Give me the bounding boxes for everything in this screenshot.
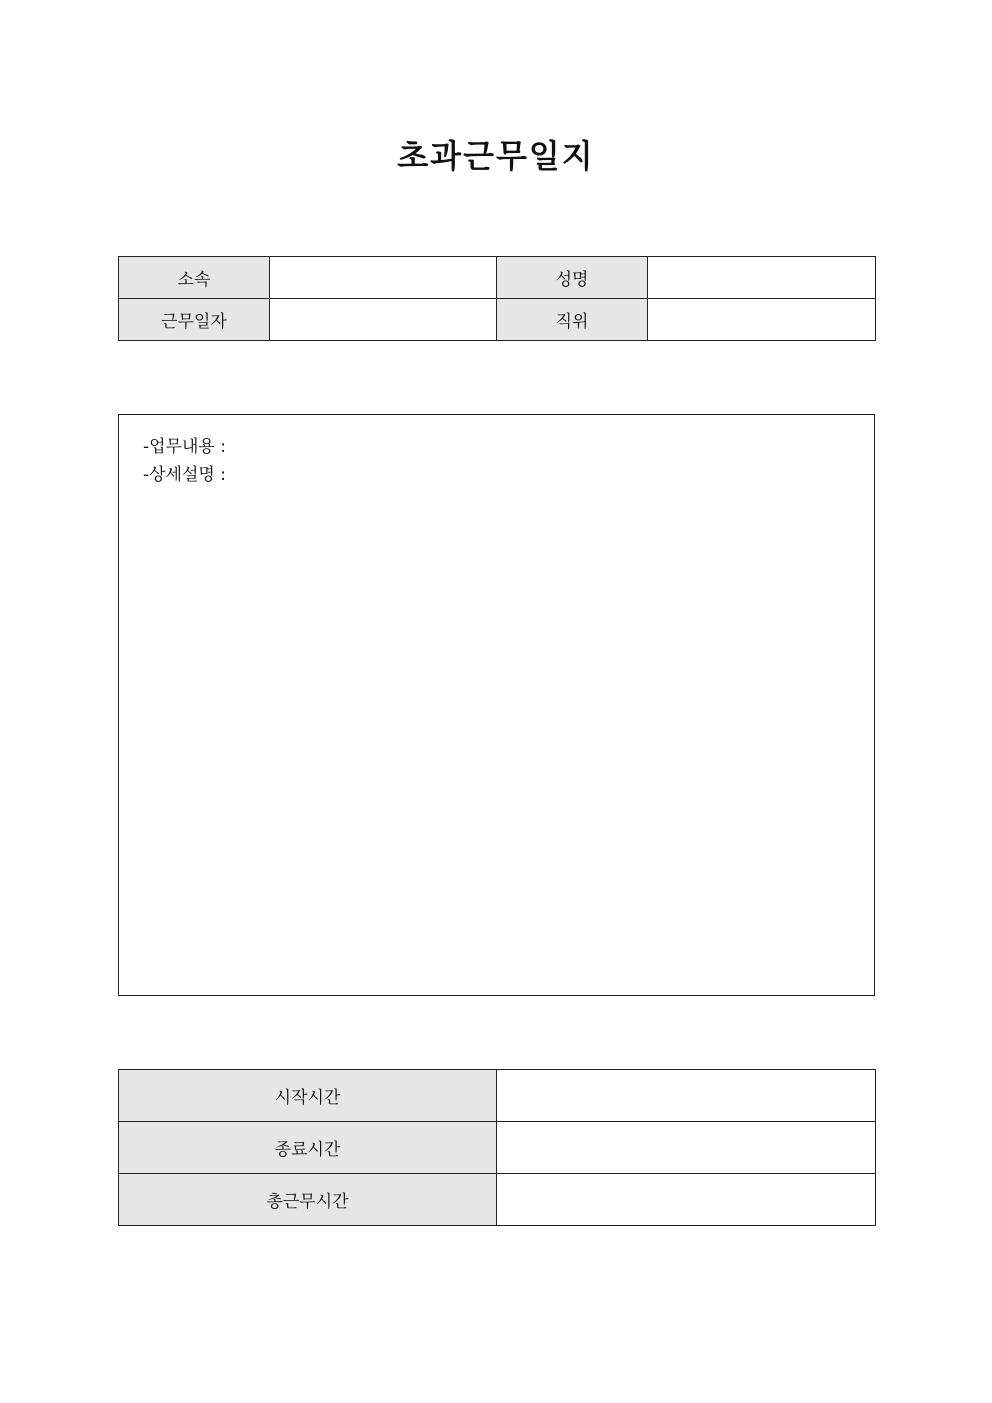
time-table [118,1069,876,1226]
detail-line: -상세설명 : [143,465,226,485]
work-content-area[interactable] [118,414,875,996]
table-row [119,1174,876,1226]
total-time-label: 총근무시간 [119,1174,497,1226]
work-date-field[interactable] [270,299,497,341]
document-title: 초과근무일지 [397,137,595,175]
employee-info-table [118,256,876,341]
position-label: 직위 [497,299,648,341]
position-field[interactable] [648,299,876,341]
table-row [119,257,876,299]
table-row [119,1070,876,1122]
affiliation-label: 소속 [119,257,270,299]
affiliation-field[interactable] [270,257,497,299]
name-field[interactable] [648,257,876,299]
total-time-field[interactable] [497,1174,876,1226]
end-time-field[interactable] [497,1122,876,1174]
start-time-label: 시작시간 [119,1070,497,1122]
work-date-label: 근무일자 [119,299,270,341]
table-row [119,1122,876,1174]
table-row [119,299,876,341]
work-content-line: -업무내용 : [143,437,226,457]
content-lines [143,433,226,489]
start-time-field[interactable] [497,1070,876,1122]
end-time-label: 종료시간 [119,1122,497,1174]
name-label: 성명 [497,257,648,299]
